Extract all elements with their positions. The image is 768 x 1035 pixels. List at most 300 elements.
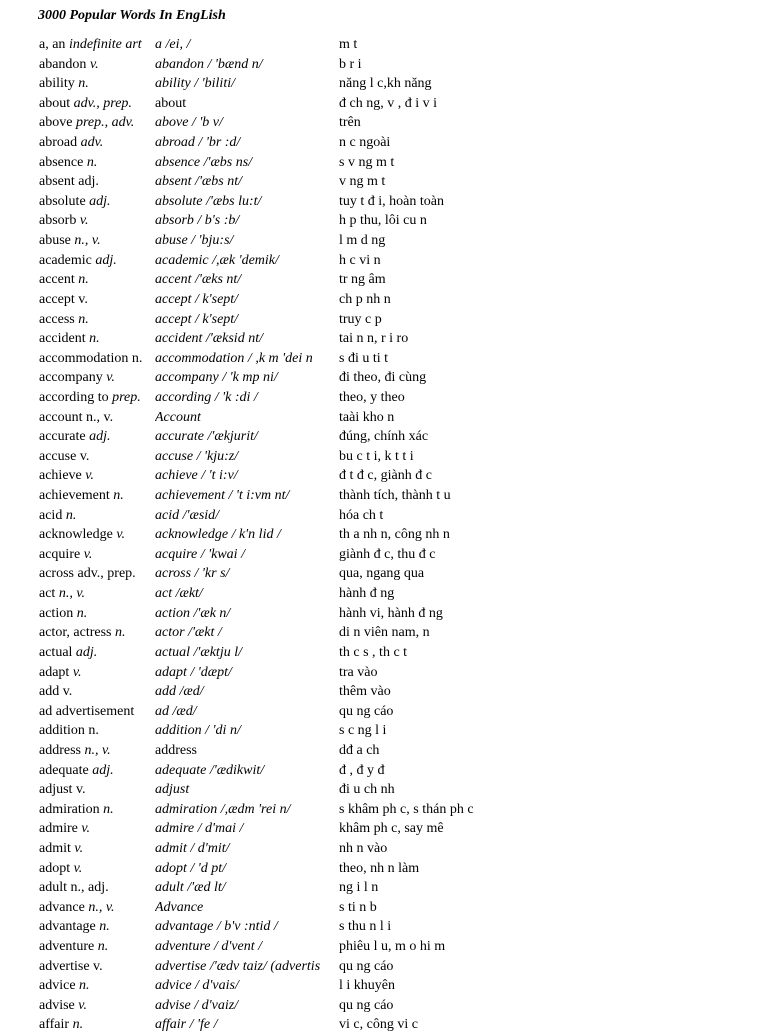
entry-word: actual xyxy=(39,644,73,660)
list-item xyxy=(0,859,768,879)
entry-word: advice xyxy=(39,978,76,994)
entry-part-of-speech: n. xyxy=(115,625,126,641)
entry-word: adventure xyxy=(39,939,95,955)
entry-pronunciation: accommodation / ,k m 'dei n xyxy=(155,350,313,366)
entry-word: accent xyxy=(39,272,75,288)
entry-meaning: v ng m t xyxy=(339,174,386,190)
entry-part-of-speech: n., v. xyxy=(86,409,114,425)
list-item xyxy=(0,800,768,820)
list-item xyxy=(0,957,768,977)
entry-part-of-speech: n., v. xyxy=(84,742,111,758)
entry-headword-cell xyxy=(39,368,155,388)
entry-pronunciation: absorb / b's :b/ xyxy=(155,213,240,229)
entry-word: accept xyxy=(39,291,75,307)
entry-word: abuse xyxy=(39,233,71,249)
entry-meaning: s v ng m t xyxy=(339,154,395,170)
entry-pronunciation: Account xyxy=(155,409,201,425)
entry-part-of-speech: n. xyxy=(99,919,110,935)
entry-meaning: b r i xyxy=(339,56,362,72)
entry-pronunciation: achievement / 't i:vm nt/ xyxy=(155,488,290,504)
entry-meaning: tra vào xyxy=(339,664,378,680)
list-item xyxy=(0,976,768,996)
entry-word: achieve xyxy=(39,468,82,484)
entry-headword-cell xyxy=(39,957,155,977)
entry-part-of-speech: v. xyxy=(75,782,86,798)
entry-headword-cell xyxy=(39,663,155,683)
entry-pronunciation: adequate /'ædikwit/ xyxy=(155,762,265,778)
entry-meaning: h c vi n xyxy=(339,252,381,268)
entry-meaning: nh n vào xyxy=(339,840,388,856)
entry-word: according to xyxy=(39,389,109,405)
entry-word: advantage xyxy=(39,919,96,935)
entry-pronunciation: about xyxy=(155,95,187,111)
entry-part-of-speech: prep. xyxy=(112,389,141,405)
entry-meaning: giành đ c, thu đ c xyxy=(339,546,436,562)
list-item xyxy=(0,192,768,212)
entry-word: adopt xyxy=(39,860,71,876)
entry-meaning: taài kho n xyxy=(339,409,395,425)
entry-pronunciation: accept / k'sept/ xyxy=(155,291,239,307)
entry-headword-cell xyxy=(39,996,155,1016)
entry-pronunciation: acid /'æsid/ xyxy=(155,507,220,523)
entry-part-of-speech: n. xyxy=(65,507,77,523)
list-item xyxy=(0,427,768,447)
list-item xyxy=(0,231,768,251)
entry-part-of-speech: v. xyxy=(106,370,115,386)
entry-word: across xyxy=(39,566,74,582)
entry-part-of-speech: n. xyxy=(89,331,100,347)
entry-part-of-speech: v. xyxy=(79,213,89,229)
entry-word: advertise xyxy=(39,958,90,974)
list-item xyxy=(0,525,768,545)
entry-pronunciation: advice / d'vais/ xyxy=(155,978,239,994)
list-item xyxy=(0,153,768,173)
entry-pronunciation: act /ækt/ xyxy=(155,586,203,602)
entry-pronunciation: accident /'æksid nt/ xyxy=(155,331,263,347)
entry-pronunciation: absolute /'æbs lu:t/ xyxy=(155,193,262,209)
entry-meaning: qu ng cáo xyxy=(339,997,394,1013)
entry-pronunciation: advantage / b'v :ntid / xyxy=(155,919,278,935)
list-item xyxy=(0,819,768,839)
entry-headword-cell xyxy=(39,231,155,251)
entry-word: access xyxy=(39,311,75,327)
entry-part-of-speech: n., v. xyxy=(88,899,115,915)
entry-word: absence xyxy=(39,154,84,170)
entry-word: admit xyxy=(39,840,71,856)
entry-part-of-speech: v. xyxy=(62,684,73,700)
list-item xyxy=(0,55,768,75)
entry-pronunciation: adult /'æd lt/ xyxy=(155,880,226,896)
entry-pronunciation: abandon / 'bænd n/ xyxy=(155,56,263,72)
entry-pronunciation: actual /'æktju l/ xyxy=(155,644,242,660)
entry-part-of-speech: v. xyxy=(83,546,93,562)
entry-word: abroad xyxy=(39,135,78,151)
entry-headword-cell xyxy=(39,800,155,820)
entry-meaning: qua, ngang qua xyxy=(339,566,425,582)
entry-word: absolute xyxy=(39,193,86,209)
entry-word: absent xyxy=(39,174,75,190)
entry-part-of-speech: v. xyxy=(116,527,126,543)
entry-word: accuse xyxy=(39,448,77,464)
entry-meaning: m t xyxy=(339,37,358,52)
entry-pronunciation: accuse / 'kju:z/ xyxy=(155,448,239,464)
entry-headword-cell xyxy=(39,682,155,702)
entry-headword-cell xyxy=(39,839,155,859)
entry-part-of-speech: v. xyxy=(73,860,83,876)
entry-word: acquire xyxy=(39,546,81,562)
entry-word: above xyxy=(39,115,73,131)
entry-headword-cell xyxy=(39,94,155,114)
entry-headword-cell xyxy=(39,251,155,271)
list-item xyxy=(0,447,768,467)
list-item xyxy=(0,1015,768,1035)
entry-part-of-speech: v. xyxy=(72,664,82,680)
entry-part-of-speech: v. xyxy=(78,291,88,307)
entry-word: adult xyxy=(39,880,67,896)
list-item xyxy=(0,94,768,114)
entry-meaning: l m d ng xyxy=(339,233,386,249)
entry-pronunciation: actor /'ækt / xyxy=(155,625,222,641)
entry-pronunciation: a /ei, / xyxy=(155,37,191,52)
entry-part-of-speech: v. xyxy=(89,56,99,72)
entry-word: academic xyxy=(39,252,92,268)
entry-part-of-speech: v. xyxy=(79,448,90,464)
entry-meaning: tai n n, r i ro xyxy=(339,331,409,347)
entry-part-of-speech: n. xyxy=(103,801,114,817)
entry-part-of-speech: n., adj. xyxy=(70,880,109,896)
entry-part-of-speech: n. xyxy=(97,939,109,955)
list-item xyxy=(0,486,768,506)
list-item xyxy=(0,329,768,349)
entry-pronunciation: action /'æk n/ xyxy=(155,605,231,621)
entry-meaning: phiêu l u, m o hi m xyxy=(339,939,446,955)
entry-word: accurate xyxy=(39,429,86,445)
entry-headword-cell xyxy=(39,643,155,663)
entry-meaning: hóa ch t xyxy=(339,507,384,523)
entry-headword-cell xyxy=(39,917,155,937)
entry-pronunciation: accept / k'sept/ xyxy=(155,311,239,327)
entry-word: achievement xyxy=(39,488,110,504)
entry-part-of-speech: n. xyxy=(78,311,89,327)
entry-headword-cell xyxy=(39,859,155,879)
entry-meaning: th c s , th c t xyxy=(339,644,408,660)
entry-word: acknowledge xyxy=(39,527,113,543)
entry-meaning: hành vi, hành đ ng xyxy=(339,605,443,621)
entry-headword-cell xyxy=(39,349,155,369)
entry-meaning: truy c p xyxy=(339,311,382,327)
entry-headword-cell xyxy=(39,113,155,133)
entry-meaning: dđ a ch xyxy=(339,742,380,758)
entry-word: acid xyxy=(39,507,63,523)
entry-part-of-speech: adj. xyxy=(92,762,114,778)
entry-headword-cell xyxy=(39,761,155,781)
entry-pronunciation: adapt / 'dæpt/ xyxy=(155,664,232,680)
entry-pronunciation: adventure / d'vent / xyxy=(155,939,263,955)
entry-pronunciation: across / 'kr s/ xyxy=(155,566,230,582)
list-item xyxy=(0,604,768,624)
entry-word: address xyxy=(39,742,81,758)
entry-part-of-speech: n. xyxy=(72,1017,84,1033)
entry-meaning: thành tích, thành t u xyxy=(339,488,451,504)
entry-part-of-speech: adj. xyxy=(78,174,99,190)
list-item xyxy=(0,761,768,781)
entry-part-of-speech: n. xyxy=(76,605,88,621)
entry-meaning: s đi u ti t xyxy=(339,350,389,366)
entry-meaning: đ ch ng, v , đ i v i xyxy=(339,95,437,111)
list-item xyxy=(0,937,768,957)
list-item xyxy=(0,663,768,683)
entry-word: accident xyxy=(39,331,86,347)
entry-headword-cell xyxy=(39,976,155,996)
list-item xyxy=(0,368,768,388)
entry-part-of-speech: adj. xyxy=(75,644,98,660)
entry-word: a, an xyxy=(39,37,66,52)
entry-headword-cell xyxy=(39,310,155,330)
entry-part-of-speech: adj. xyxy=(89,429,111,445)
entry-headword-cell xyxy=(39,623,155,643)
entry-pronunciation: academic /,æk 'demik/ xyxy=(155,252,279,268)
entry-pronunciation: absent /'æbs nt/ xyxy=(155,174,243,190)
list-item xyxy=(0,388,768,408)
list-item xyxy=(0,878,768,898)
entry-meaning: trên xyxy=(339,115,361,131)
list-item xyxy=(0,408,768,428)
entry-meaning: s ti n b xyxy=(339,899,377,915)
entry-headword-cell xyxy=(39,290,155,310)
entry-pronunciation: ability / 'biliti/ xyxy=(155,76,235,92)
entry-part-of-speech: adj. xyxy=(95,252,117,268)
entry-part-of-speech: v. xyxy=(85,468,94,484)
entry-word: actor, actress xyxy=(39,625,112,641)
entry-word: addition xyxy=(39,723,85,739)
entry-pronunciation: advertise /'ædv taiz/ (advertis xyxy=(155,958,321,974)
entry-headword-cell xyxy=(39,172,155,192)
entry-word: admiration xyxy=(39,801,100,817)
entry-pronunciation: acknowledge / k'n lid / xyxy=(155,527,281,543)
entry-pronunciation: addition / 'di n/ xyxy=(155,723,241,739)
entry-meaning: s khâm ph c, s thán ph c xyxy=(339,801,474,817)
entry-word: adjust xyxy=(39,782,73,798)
entry-headword-cell xyxy=(39,388,155,408)
entry-part-of-speech: n. xyxy=(78,272,89,288)
entry-part-of-speech: v. xyxy=(74,840,84,856)
word-list xyxy=(0,35,768,1035)
entry-part-of-speech: n. xyxy=(86,154,98,170)
entry-part-of-speech: n. xyxy=(113,488,124,504)
entry-headword-cell xyxy=(39,564,155,584)
entry-headword-cell xyxy=(39,329,155,349)
list-item xyxy=(0,780,768,800)
entry-meaning: đi u ch nh xyxy=(339,782,395,798)
entry-meaning: năng l c,kh năng xyxy=(339,76,432,92)
entry-part-of-speech: indefinite art xyxy=(68,37,142,52)
list-item xyxy=(0,545,768,565)
entry-meaning: ch p nh n xyxy=(339,291,391,307)
entry-part-of-speech: n. xyxy=(131,350,143,366)
entry-part-of-speech: n. xyxy=(79,978,90,994)
entry-part-of-speech: adj. xyxy=(89,193,111,209)
entry-headword-cell xyxy=(39,427,155,447)
entry-headword-cell xyxy=(39,878,155,898)
entry-meaning: ng i l n xyxy=(339,880,379,896)
entry-headword-cell xyxy=(39,133,155,153)
entry-headword-cell xyxy=(39,35,155,55)
entry-headword-cell xyxy=(39,192,155,212)
entry-headword-cell xyxy=(39,545,155,565)
entry-part-of-speech: prep., adv. xyxy=(75,115,135,131)
entry-headword-cell xyxy=(39,604,155,624)
entry-meaning: đi theo, đi cùng xyxy=(339,370,427,386)
entry-meaning: qu ng cáo xyxy=(339,958,394,974)
list-item xyxy=(0,643,768,663)
entry-pronunciation: achieve / 't i:v/ xyxy=(155,468,238,484)
entry-pronunciation: affair / 'fe / xyxy=(155,1017,218,1033)
entry-word: abandon xyxy=(39,56,87,72)
entry-word: adapt xyxy=(39,664,70,680)
entry-part-of-speech: n., v. xyxy=(74,233,101,249)
entry-pronunciation: admire / d'mai / xyxy=(155,821,244,837)
entry-meaning: th a nh n, công nh n xyxy=(339,527,450,543)
entry-headword-cell xyxy=(39,408,155,428)
entry-word: affair xyxy=(39,1017,70,1033)
entry-headword-cell xyxy=(39,466,155,486)
entry-pronunciation: accent /'æks nt/ xyxy=(155,272,242,288)
entry-meaning: tr ng âm xyxy=(339,272,386,288)
entry-word: advise xyxy=(39,997,75,1013)
entry-pronunciation: absence /'æbs ns/ xyxy=(155,154,253,170)
entry-headword-cell xyxy=(39,937,155,957)
entry-word: account xyxy=(39,409,83,425)
entry-word: ability xyxy=(39,76,75,92)
list-item xyxy=(0,506,768,526)
entry-meaning: n c ngoài xyxy=(339,135,391,151)
entry-headword-cell xyxy=(39,1015,155,1035)
entry-part-of-speech: n. xyxy=(88,723,99,739)
entry-meaning: hành đ ng xyxy=(339,586,395,602)
list-item xyxy=(0,917,768,937)
entry-headword-cell xyxy=(39,898,155,918)
entry-headword-cell xyxy=(39,270,155,290)
list-item xyxy=(0,721,768,741)
entry-pronunciation: admit / d'mit/ xyxy=(155,840,230,856)
entry-meaning: s c ng l i xyxy=(339,723,387,739)
entry-headword-cell xyxy=(39,819,155,839)
entry-pronunciation: admiration /,ædm 'rei n/ xyxy=(155,801,291,817)
list-item xyxy=(0,584,768,604)
list-item xyxy=(0,290,768,310)
list-item xyxy=(0,682,768,702)
list-item xyxy=(0,270,768,290)
entry-pronunciation: abroad / 'br :d/ xyxy=(155,135,241,151)
entry-pronunciation: Advance xyxy=(155,899,204,915)
entry-meaning: đ , đ y đ xyxy=(339,762,385,778)
entry-pronunciation: above / 'b v/ xyxy=(155,115,223,131)
entry-pronunciation: according / 'k :di / xyxy=(155,389,258,405)
entry-pronunciation: adopt / 'd pt/ xyxy=(155,860,227,876)
list-item xyxy=(0,898,768,918)
list-item xyxy=(0,211,768,231)
entry-word: admire xyxy=(39,821,78,837)
entry-headword-cell xyxy=(39,525,155,545)
entry-word: accompany xyxy=(39,370,103,386)
entry-meaning: s thu n l i xyxy=(339,919,392,935)
entry-pronunciation: acquire / 'kwai / xyxy=(155,546,245,562)
list-item xyxy=(0,172,768,192)
list-item xyxy=(0,996,768,1016)
entry-headword-cell xyxy=(39,584,155,604)
list-item xyxy=(0,251,768,271)
entry-word: about xyxy=(39,95,71,111)
list-item xyxy=(0,35,768,55)
entry-meaning: h p thu, lôi cu n xyxy=(339,213,427,229)
entry-headword-cell xyxy=(39,211,155,231)
entry-meaning: tuy t đ i, hoàn toàn xyxy=(339,193,444,209)
entry-word: action xyxy=(39,605,74,621)
entry-meaning: theo, nh n làm xyxy=(339,860,420,876)
entry-word: ad advertisement xyxy=(39,703,135,719)
entry-word: adequate xyxy=(39,762,89,778)
list-item xyxy=(0,133,768,153)
entry-headword-cell xyxy=(39,780,155,800)
entry-part-of-speech: adv., prep. xyxy=(73,95,132,111)
entry-meaning: đ t đ c, giành đ c xyxy=(339,468,432,484)
entry-meaning: khâm ph c, say mê xyxy=(339,821,444,837)
entry-headword-cell xyxy=(39,153,155,173)
entry-headword-cell xyxy=(39,721,155,741)
entry-meaning: theo, y theo xyxy=(339,389,405,405)
entry-headword-cell xyxy=(39,74,155,94)
entry-meaning: vi c, công vi c xyxy=(339,1017,418,1033)
entry-pronunciation: abuse / 'bju:s/ xyxy=(155,233,234,249)
list-item xyxy=(0,623,768,643)
entry-meaning: qu ng cáo xyxy=(339,703,394,719)
list-item xyxy=(0,310,768,330)
entry-meaning: đúng, chính xác xyxy=(339,429,429,445)
entry-headword-cell xyxy=(39,486,155,506)
entry-word: accommodation xyxy=(39,350,129,366)
entry-pronunciation: advise / d'vaiz/ xyxy=(155,997,239,1013)
entry-word: add xyxy=(39,684,60,700)
entry-pronunciation: address xyxy=(155,742,197,758)
list-item xyxy=(0,702,768,722)
entry-meaning: thêm vào xyxy=(339,684,391,700)
entry-pronunciation: adjust xyxy=(155,782,190,798)
entry-headword-cell xyxy=(39,55,155,75)
entry-part-of-speech: n., v. xyxy=(58,586,86,602)
entry-part-of-speech: v. xyxy=(93,958,103,974)
entry-word: advance xyxy=(39,899,85,915)
list-item xyxy=(0,349,768,369)
entry-part-of-speech: adv. xyxy=(80,135,104,151)
entry-headword-cell xyxy=(39,447,155,467)
entry-headword-cell xyxy=(39,702,155,722)
entry-word: act xyxy=(39,586,56,602)
list-item xyxy=(0,741,768,761)
entry-part-of-speech: adv., prep. xyxy=(77,566,136,582)
entry-pronunciation: accurate /'ækjurit/ xyxy=(155,429,258,445)
list-item xyxy=(0,564,768,584)
entry-part-of-speech: n. xyxy=(78,76,89,92)
entry-headword-cell xyxy=(39,741,155,761)
entry-meaning: l i khuyên xyxy=(339,978,395,994)
list-item xyxy=(0,113,768,133)
entry-part-of-speech: v. xyxy=(81,821,91,837)
entry-part-of-speech: v. xyxy=(78,997,87,1013)
list-item xyxy=(0,74,768,94)
entry-pronunciation: ad /æd/ xyxy=(155,703,197,719)
entry-headword-cell xyxy=(39,506,155,526)
list-item xyxy=(0,839,768,859)
